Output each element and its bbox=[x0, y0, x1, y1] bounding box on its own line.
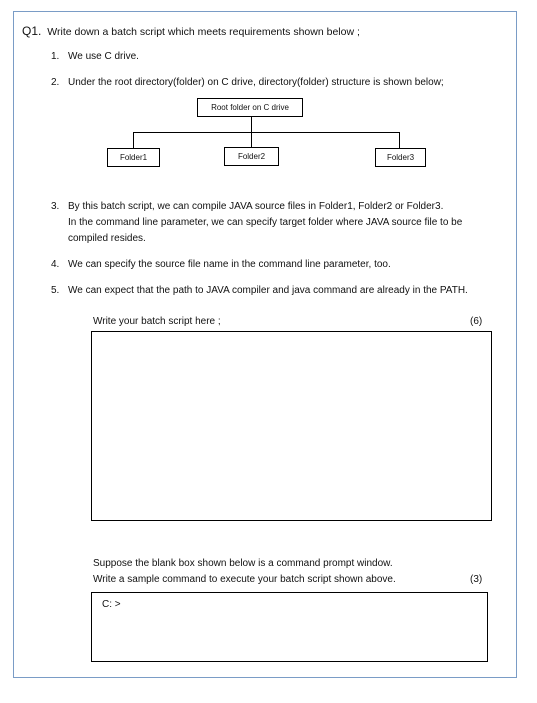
script-label: Write your batch script here ; bbox=[93, 316, 221, 327]
command-prompt-text: C: > bbox=[102, 599, 121, 610]
folder3-box: Folder3 bbox=[375, 148, 426, 167]
item-number: 4. bbox=[51, 259, 60, 270]
connector-line bbox=[133, 132, 400, 133]
root-folder-box: Root folder on C drive bbox=[197, 98, 303, 117]
folder1-box: Folder1 bbox=[107, 148, 160, 167]
item-number: 5. bbox=[51, 285, 60, 296]
question-title bbox=[22, 24, 360, 38]
command-prompt-box[interactable] bbox=[91, 592, 488, 662]
item-text: Under the root directory(folder) on C drive, directory(folder) structure is shown below; bbox=[68, 77, 444, 88]
command-instruction-line2: Write a sample command to execute your batch script shown above. bbox=[93, 574, 396, 585]
command-instruction-line1: Suppose the blank box shown below is a command prompt window. bbox=[93, 558, 393, 569]
question-text: Write down a batch script which meets requirements shown below ; bbox=[47, 26, 360, 38]
item-text: We can expect that the path to JAVA compiler and java command are already in the PATH. bbox=[68, 285, 468, 296]
item-number: 1. bbox=[51, 51, 60, 62]
folder2-box: Folder2 bbox=[224, 147, 279, 166]
connector-line bbox=[399, 132, 400, 148]
connector-line bbox=[251, 117, 252, 132]
item-text: compiled resides. bbox=[68, 233, 146, 244]
connector-line bbox=[133, 132, 134, 148]
item-text: In the command line parameter, we can specify target folder where JAVA source file to be bbox=[68, 217, 463, 228]
batch-script-answer-box[interactable] bbox=[91, 331, 492, 521]
item-text: By this batch script, we can compile JAVA source files in Folder1, Folder2 or Folder3. bbox=[68, 201, 444, 212]
script-marks: (6) bbox=[470, 316, 483, 327]
item-text: We can specify the source file name in the command line parameter, too. bbox=[68, 259, 391, 270]
item-text: We use C drive. bbox=[68, 51, 139, 62]
item-number: 3. bbox=[51, 201, 60, 212]
connector-line bbox=[251, 132, 252, 147]
item-number: 2. bbox=[51, 77, 60, 88]
command-marks: (3) bbox=[470, 574, 483, 585]
question-number: Q1. bbox=[22, 24, 42, 38]
